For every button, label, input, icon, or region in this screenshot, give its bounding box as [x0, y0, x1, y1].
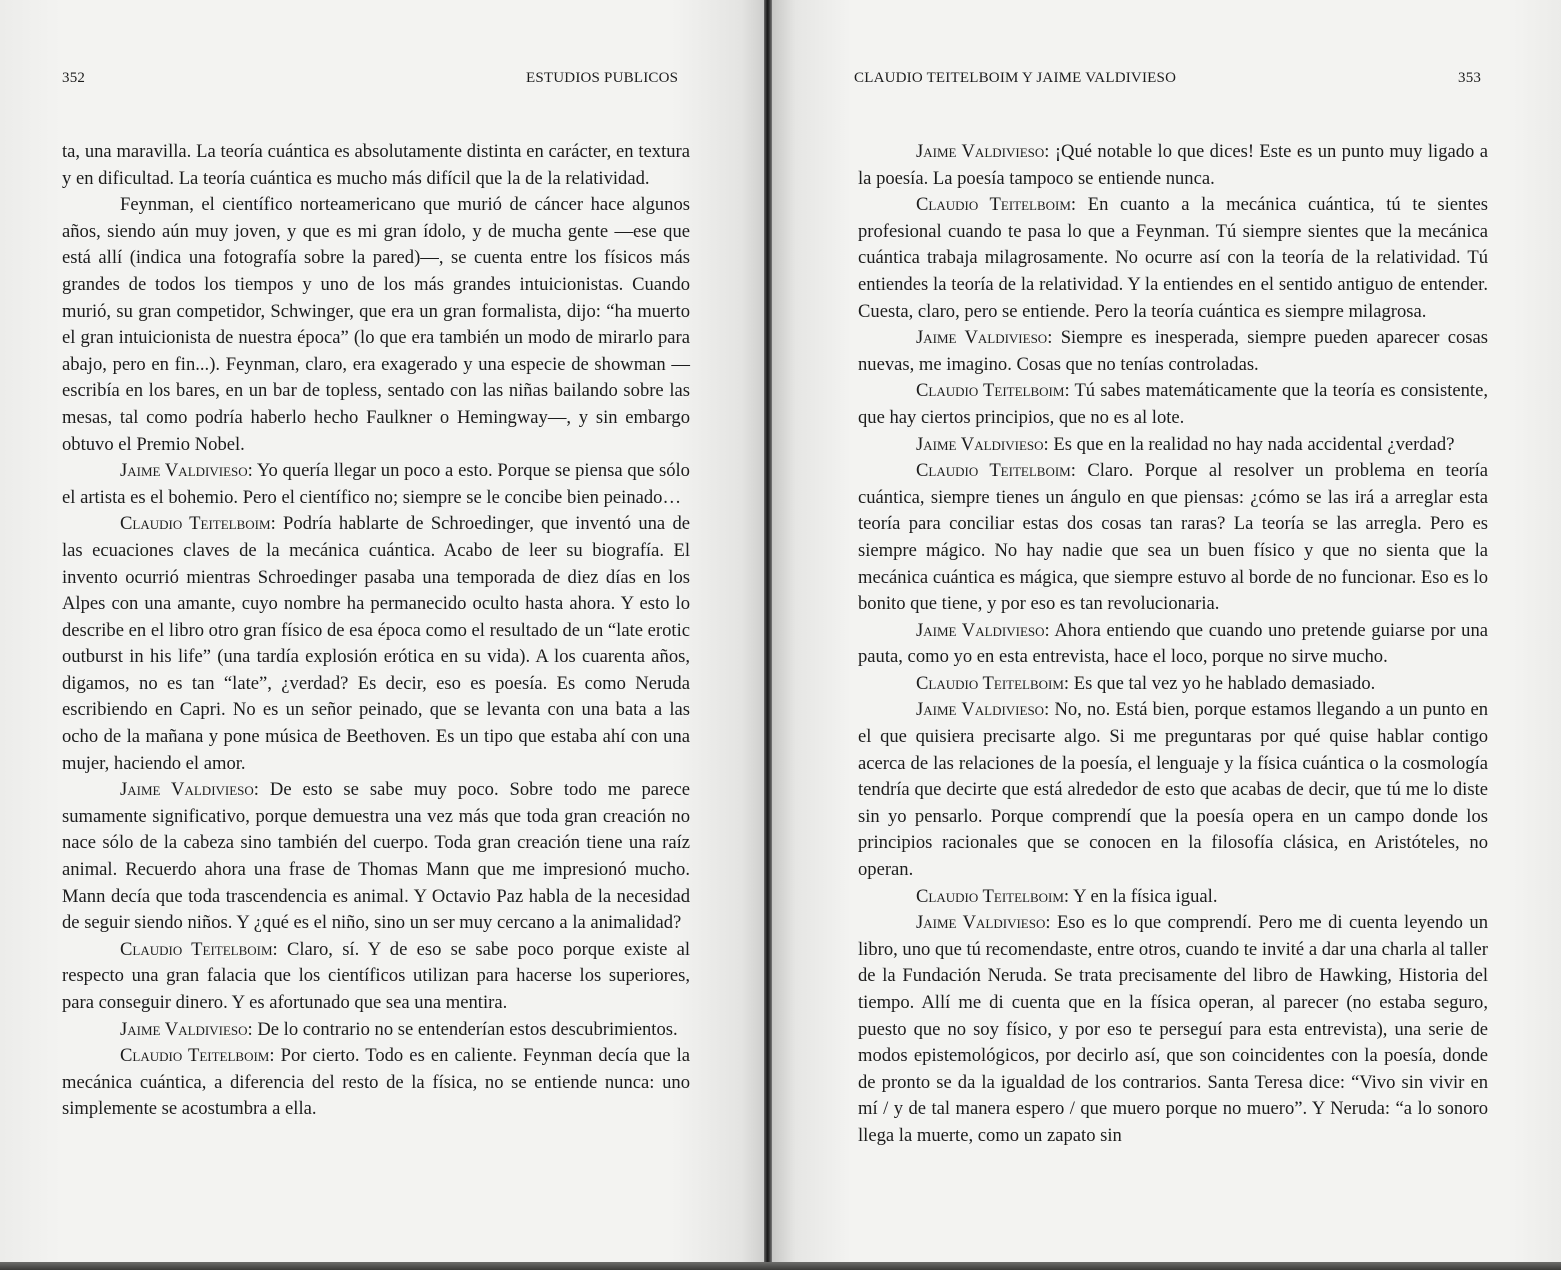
paragraph — [62, 777, 690, 937]
paragraph-text: En cuanto a la mecánica cuántica, tú te sientes profesional cuando te pasa lo que a Feynman. Tú siempre sientes que la mecánica cuántica trabaja milagrosamente. No ocurre así con la teoría de la relatividad. Tú entiendes la teoría de la relatividad. Y la entiendes en el sentido antiguo de entender. Cuesta, claro, pero se entiende. Pero la teoría cuántica es siempre milagrosa. — [858, 194, 1488, 322]
paragraph — [858, 325, 1488, 378]
paragraph-text: Claro. Porque al resolver un problema en teoría cuántica, siempre tienes un ángulo en que piensas: ¿cómo se las irá a arreglar esta teoría para conciliar estas dos cosas tan raras? La teoría se las arregla. Pero es siempre mágico. No hay nadie que sea un buen físico y que no sienta que la mecánica cuántica es mágica, que siempre estuvo al borde de no funcionar. Eso es lo bonito que tiene, y por eso es tan revolucionaria. — [858, 460, 1488, 615]
paragraph — [858, 884, 1488, 911]
running-head: ESTUDIOS PUBLICOS — [526, 70, 679, 86]
paragraph-text: Eso es lo que comprendí. Pero me di cuenta leyendo un libro, uno que tú recomendaste, entre otros, cuando te invité a dar una charla al taller de la Fundación Neruda. Se trata precisamente del libro de Hawking, Historia del tiempo. Allí me di cuenta que en la física operan, al parecer (no estaba seguro, puesto que no soy físico, y por eso te perseguí para esta entrevista), una serie de modos epistemológicos, por decirlo así, que son coincidentes con la poesía, donde de pronto se da la igualdad de los contrarios. Santa Teresa dice: “Vivo sin vivir en mí / y de tal manera espero / que muero porque no muero”. Y Neruda: “a lo sonoro llega la muerte, como un zapato sin — [858, 912, 1488, 1146]
speaker-name: Claudio Teitelboim: — [916, 460, 1076, 482]
paragraph — [62, 511, 690, 777]
running-head: CLAUDIO TEITELBOIM Y JAIME VALDIVIESO — [854, 70, 1177, 86]
paragraph-text: Es que en la realidad no hay nada accidental ¿verdad? — [1053, 433, 1455, 455]
paragraph-text: Feynman, el científico norteamericano que murió de cáncer hace algunos años, siendo aún muy joven, y que es mi gran ídolo, y de mucha gente —ese que está allí (indica una fotografía sobre la pared)—, se cuenta entre los físicos más grandes de todos los tiempos y uno de los más grandes intuicionistas. Cuando murió, su gran competidor, Schwinger, que era un gran formalista, dijo: “ha muerto el gran intuicionista de nuestra época” (lo que era también un modo de mirarlo para abajo, pero en fin...). Feynman, claro, era exagerado y una especie de showman —escribía en los bares, en un bar de topless, sentado con las niñas bailando sobre las mesas, tal como podría haberlo hecho Faulkner o Hemingway—, y sin embargo obtuvo el Premio Nobel. — [62, 194, 690, 455]
speaker-name: Claudio Teitelboim: — [120, 1045, 275, 1067]
speaker-name: Jaime Valdivieso: — [916, 912, 1051, 934]
paragraph-text: Yo quería llegar un poco a esto. Porque se piensa que sólo el artista es el bohemio. Pero el científico no; siempre se le concibe bien peinado… — [62, 460, 690, 508]
paragraph-text: ta, una maravilla. La teoría cuántica es absolutamente distinta en carácter, en textura y en dificultad. La teoría cuántica es mucho más difícil que la de la relatividad. — [62, 141, 690, 189]
speaker-name: Jaime Valdivieso: — [916, 699, 1050, 721]
paragraph — [62, 1017, 690, 1044]
paragraph — [858, 671, 1488, 698]
paragraph — [62, 458, 690, 511]
paragraph-text: Podría hablarte de Schroedinger, que inventó una de las ecuaciones claves de la mecánica cuántica. Acabo de leer su biografía. El invento ocurrió mientras Schroedinger pasaba una temporada de diez días en los Alpes con una amante, cuyo nombre ha permanecido oculto hasta ahora. Y esto lo describe en el libro otro gran físico de esa época como el resultado de un “late erotic outburst in his life” (una tardía explosión erótica en su vida). A los cuarenta años, digamos, no es tan “late”, ¿verdad? Es decir, eso es poesía. Es como Neruda escribiendo en Capri. No es un señor peinado, que se levanta con una bata a las ocho de la mañana y pone música de Beethoven. Es un tipo que estaba ahí con una mujer, haciendo el amor. — [62, 513, 690, 774]
paragraph — [62, 192, 690, 458]
paragraph-text: Siempre es inesperada, siempre pueden aparecer cosas nuevas, me imagino. Cosas que no tenías controladas. — [858, 327, 1488, 375]
paragraph-text: Claro, sí. Y de eso se sabe poco porque existe al respecto una gran falacia que los científicos utilizan para hacerse los superiores, para conseguir dinero. Y es afortunado que sea una mentira. — [62, 938, 691, 1013]
page-number: 353 — [1458, 70, 1482, 86]
paragraph — [62, 139, 690, 192]
paragraph — [858, 910, 1488, 1149]
paragraph — [62, 1043, 690, 1123]
speaker-name: Jaime Valdivieso: — [120, 460, 253, 482]
paragraph-text: De lo contrario no se entenderían estos descubrimientos. — [257, 1018, 678, 1040]
speaker-name: Claudio Teitelboim: — [916, 380, 1070, 402]
paragraph — [858, 139, 1488, 192]
speaker-name: Jaime Valdivieso: — [120, 779, 259, 801]
speaker-name: Jaime Valdivieso: — [916, 141, 1050, 162]
speaker-name: Claudio Teitelboim: — [916, 885, 1070, 907]
paragraph-text: No, no. Está bien, porque estamos llegando a un punto en el que quisiera precisarte algo. Si me preguntaras por qué quise hablar contigo acerca de las relaciones de la poesía, el lenguaje y la física cuántica o la cosmología tendría que decirte que está alrededor de esto que acabas de decir, que tú me lo diste sin yo pensarlo. Porque comprendí que la poesía opera en un campo donde los principios racionales que se conocen en la filosofía clásica, en Aristóteles, no operan. — [858, 699, 1488, 881]
paragraph-text: Tú sabes matemáticamente que la teoría es consistente, que hay ciertos principios, que no es al lote. — [858, 380, 1488, 428]
left-page — [0, 0, 764, 1262]
paragraph — [62, 937, 690, 1017]
speaker-name: Claudio Teitelboim: — [916, 194, 1077, 216]
paragraph-text: Ahora entiendo que cuando uno pretende guiarse por una pauta, como yo en esta entrevista, hace el loco, porque no sirve mucho. — [858, 619, 1489, 668]
book-gutter — [764, 0, 772, 1262]
paragraph — [858, 618, 1488, 671]
speaker-name: Jaime Valdivieso: — [916, 619, 1050, 641]
paragraph-text: ¡Qué notable lo que dices! Este es un punto muy ligado a la poesía. La poesía tampoco se entiende nunca. — [858, 141, 1488, 189]
paragraph-text: Y en la física igual. — [1073, 885, 1218, 907]
paragraph — [858, 697, 1488, 883]
speaker-name: Claudio Teitelboim: — [120, 513, 276, 535]
speaker-name: Jaime Valdivieso: — [120, 1018, 253, 1040]
speaker-name: Claudio Teitelboim: — [916, 672, 1070, 694]
paragraph — [858, 432, 1488, 459]
speaker-name: Jaime Valdivieso: — [916, 327, 1053, 349]
paragraph — [858, 458, 1488, 618]
speaker-name: Jaime Valdivieso: — [916, 433, 1049, 455]
paragraph — [858, 378, 1488, 431]
paragraph-text: De esto se sabe muy poco. Sobre todo me parece sumamente significativo, porque demuestra una vez más que toda gran creación no nace sólo de la cabeza sino también del cuerpo. Toda gran creación tiene una raíz animal. Recuerdo ahora una frase de Thomas Mann que me impresionó mucho. Mann decía que toda trascendencia es animal. Y Octavio Paz habla de la necesidad de seguir siendo niños. Y ¿qué es el niño, sino un ser muy cercano a la animalidad? — [62, 779, 690, 934]
scan-edge — [0, 1262, 1561, 1270]
paragraph — [858, 192, 1488, 325]
speaker-name: Claudio Teitelboim: — [120, 938, 278, 960]
paragraph-text: Por cierto. Todo es en caliente. Feynman decía que la mecánica cuántica, a diferencia del resto de la física, no se entiende nunca: uno simplemente se acostumbra a ella. — [62, 1045, 690, 1120]
right-page — [772, 0, 1561, 1262]
page-number: 352 — [62, 70, 86, 86]
paragraph-text: Es que tal vez yo he hablado demasiado. — [1073, 672, 1376, 694]
page-body — [62, 139, 690, 1123]
page-body — [858, 139, 1488, 1150]
